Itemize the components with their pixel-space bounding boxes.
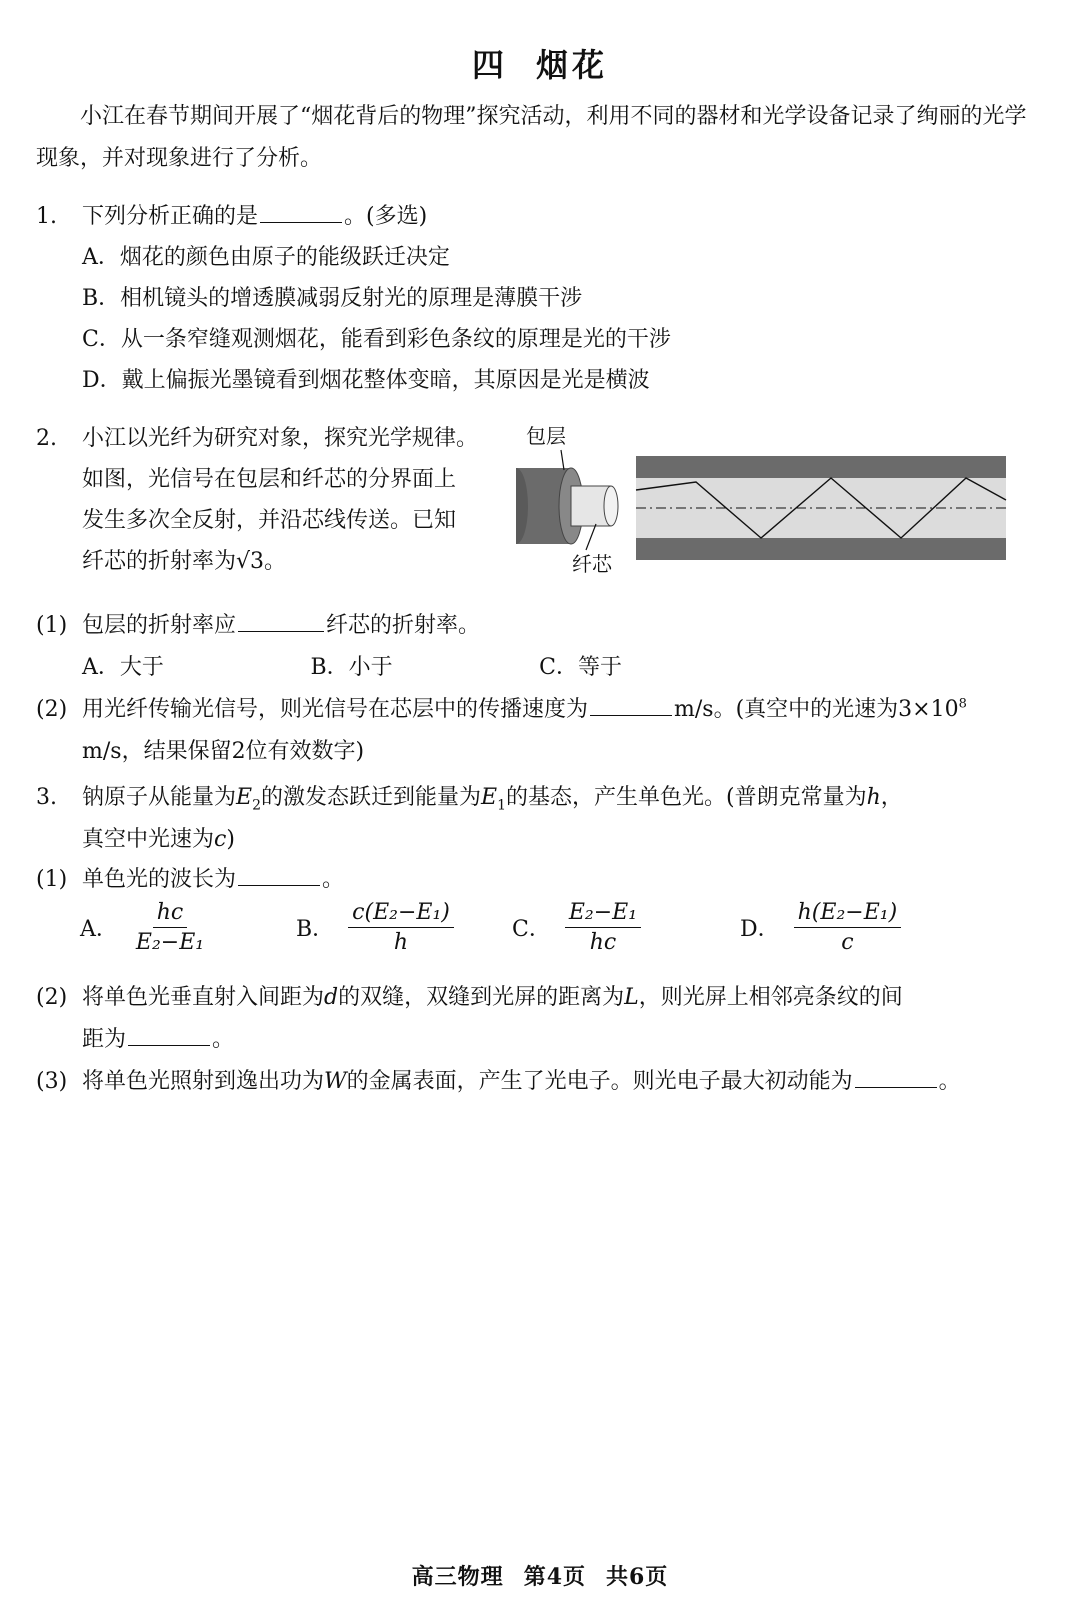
sub-label: (2) [36,697,68,722]
answer-blank[interactable] [238,609,324,632]
q2-period: 。 [264,549,287,574]
answer-blank[interactable] [855,1065,937,1088]
fraction [794,900,902,955]
formula-option-d [740,900,907,955]
option-a: A．大于 [82,655,164,680]
var-w: W [324,1069,347,1094]
q2-line-2: 如图，光信号在包层和纤芯的分界面上 [82,467,457,492]
footer-page: 第4页 [523,1564,586,1590]
cladding-pointer [561,450,564,470]
q3-sub1-stem-end: 。 [322,867,345,892]
q2-sub2-stem: 用光纤传输光信号，则光信号在芯层中的传播速度为 [82,697,589,722]
var-e: E [236,785,253,810]
q3-text: 真空中光速为 [82,827,215,852]
subscript: 2 [252,797,261,814]
answer-blank[interactable] [238,863,320,886]
denominator: c [841,930,854,955]
sub-label: (2) [36,985,68,1010]
formula-option-a [80,900,214,955]
option-label: B． [296,917,335,942]
q3-sub3-text: 将单色光照射到逸出功为 [82,1069,325,1094]
sqrt-value: √3 [236,549,265,574]
footer-total: 共6页 [606,1564,669,1590]
q3-text: 的基态，产生单色光。(普朗克常量为 [506,785,867,810]
q2-sub1-stem-end: 纤芯的折射率。 [326,613,481,638]
answer-blank[interactable] [128,1023,210,1046]
numerator: hc [153,900,188,928]
question-number: 2. [36,426,57,451]
q3-sub2 [36,980,1046,1011]
question-number: 3. [36,785,57,810]
subscript: 1 [497,797,506,814]
formula-option-b [296,900,460,955]
option-a: A．烟花的颜色由原子的能级跃迁决定 [82,245,450,270]
option-d: D．戴上偏振光墨镜看到烟花整体变暗，其原因是光是横波 [82,368,650,393]
cladding-label: 包层 [526,424,566,448]
q3-sub1 [36,862,344,893]
q3-sub3-text: 。 [938,1069,961,1094]
footer-subject: 高三物理 [411,1564,504,1590]
option-c: C．从一条窄缝观测烟花，能看到彩色条纹的原理是光的干涉 [82,327,671,352]
sub-label: (1) [36,613,68,638]
q1-stem-end: 。(多选) [344,204,428,229]
q3-sub1-stem: 单色光的波长为 [82,867,237,892]
var-e: E [481,785,498,810]
q3-text: ， [880,785,903,810]
section-name: 烟花 [536,46,609,84]
q2-sub2-stem-end: m/s。(真空中的光速为3×10 [674,697,959,722]
fraction [348,900,454,955]
q2-sub1 [36,608,480,639]
answer-blank[interactable] [590,693,672,716]
q3-sub2-text: 将单色光垂直射入间距为 [82,985,325,1010]
core-face [604,486,618,526]
q3-sub2-text: 的双缝，双缝到光屏的距离为 [338,985,625,1010]
sub-label: (1) [36,867,68,892]
section-number: 四 [471,46,508,84]
q2-sub2-line2: m/s，结果保留2位有效数字) [82,739,365,764]
core-pointer [586,524,596,550]
numerator: h(E₂−E₁) [794,900,902,928]
denominator: h [393,930,409,955]
numerator: E₂−E₁ [565,900,641,928]
option-label: C． [512,917,551,942]
q3-sub2-text: ，则光屏上相邻亮条纹的间 [638,985,903,1010]
answer-blank[interactable] [260,200,342,223]
option-c: C．等于 [539,655,622,680]
intro-paragraph: 小江在春节期间开展了“烟花背后的物理”探究活动，利用不同的器材和光学设备记录了绚丽的光学现象，并对现象进行了分析。 [36,104,1027,171]
question-1 [36,196,1036,401]
fraction [565,900,641,955]
option-label: D． [740,917,780,942]
question-number: 1. [36,204,57,229]
numerator: c(E₂−E₁) [348,900,454,928]
q2-sub2 [36,692,1046,723]
formula-option-c [512,900,647,955]
core-label: 纤芯 [572,552,612,576]
option-label: A． [80,917,118,942]
q2-sub1-stem: 包层的折射率应 [82,613,237,638]
q3-sub2-text: 距为 [82,1027,127,1052]
q2-line-1: 小江以光纤为研究对象，探究光学规律。 [82,426,479,451]
q3-sub3 [36,1064,1046,1095]
q3-line2 [82,822,235,853]
var-c: c [214,827,227,852]
q3-text: 的激发态跃迁到能量为 [261,785,482,810]
var-l: L [624,985,639,1010]
q3-sub3-text: 的金属表面，产生了光电子。则光电子最大初动能为 [346,1069,853,1094]
q3-sub2-line2 [82,1022,234,1053]
denominator: hc [589,930,617,955]
var-d: d [324,985,339,1010]
denominator: E₂−E₁ [135,930,205,955]
section-title [0,40,1080,86]
q1-stem: 下列分析正确的是 [82,204,259,229]
exponent: 8 [958,696,967,712]
option-b: B．小于 [310,655,393,680]
fraction [132,900,208,955]
question-3 [36,780,1046,813]
q3-text: ) [226,827,235,852]
q3-text: 钠原子从能量为 [82,785,237,810]
q3-sub2-text: 。 [212,1027,235,1052]
page-footer [0,1560,1080,1591]
q2-line-3: 发生多次全反射，并沿芯线传送。已知 [82,508,457,533]
optical-fiber-figure [516,420,1016,580]
q2-sub1-options [82,650,622,681]
option-b: B．相机镜头的增透膜减弱反射光的原理是薄膜干涉 [82,286,583,311]
sub-label: (3) [36,1069,68,1094]
question-2 [36,418,516,582]
q2-line-4: 纤芯的折射率为 [82,549,237,574]
var-h: h [866,785,881,810]
